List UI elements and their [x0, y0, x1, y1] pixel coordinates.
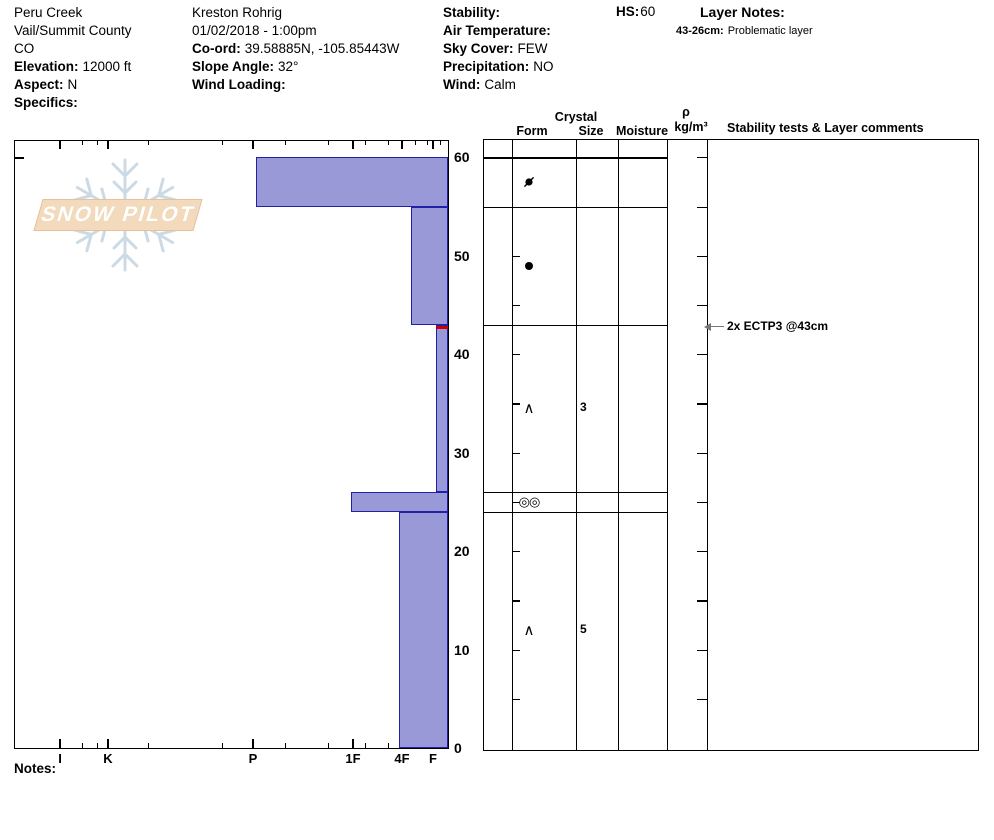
table-vline [618, 139, 619, 750]
hardness-axis-minor-tick [328, 743, 329, 748]
coord-label: Co-ord: [192, 41, 241, 56]
hardness-axis-minor-tick [148, 141, 149, 145]
depth-axis-label: 60 [454, 149, 470, 166]
stability-label: Stability: [443, 5, 501, 20]
hardness-axis-minor-tick [365, 141, 366, 145]
sky-cover-value: FEW [517, 41, 548, 56]
table-layer-line [483, 207, 667, 208]
table-depth-tick-left [512, 207, 520, 208]
wind-loading-row [192, 76, 399, 94]
hardness-axis-label: P [248, 751, 258, 766]
layer-note [676, 25, 813, 37]
stability-test-annotation: 2x ECTP3 @43cm [727, 318, 829, 333]
air-temp-label: Air Temperature: [443, 23, 551, 38]
notes-label: Notes: [14, 761, 57, 776]
table-depth-tick-left [512, 699, 520, 700]
col-header-crystal: Crystal [554, 110, 598, 124]
hardness-bar-layer-1 [256, 157, 448, 206]
col-header-moisture: Moisture [615, 124, 669, 138]
hardness-axis-tick [59, 141, 61, 149]
depth-axis-label: 30 [454, 444, 470, 461]
aspect-value: N [67, 77, 78, 92]
hardness-axis-tick [252, 141, 254, 149]
coord-value: 39.58885N, -105.85443W [244, 41, 400, 56]
faceted-crystals-icon: ∧ [523, 621, 535, 639]
table-depth-tick-right [697, 502, 707, 503]
wind-label: Wind: [443, 77, 481, 92]
table-vline [707, 139, 708, 750]
depth-axis-label: 0 [454, 740, 462, 756]
melt-form-clusters-icon: ◎◎ [518, 493, 540, 509]
hardness-axis-label: 1F [345, 751, 361, 766]
table-depth-tick-right [697, 650, 707, 651]
hardness-axis-minor-tick [415, 141, 416, 145]
grain-size-value: 3 [580, 400, 587, 415]
sky-cover-label: Sky Cover: [443, 41, 514, 56]
table-depth-tick-right [697, 305, 707, 306]
table-depth-tick-left [512, 650, 520, 651]
precip-row [443, 58, 555, 76]
depth-axis-label: 50 [454, 247, 470, 264]
rounded-grains-icon [523, 260, 535, 272]
hardness-axis-minor-tick [82, 141, 83, 145]
table-vline [978, 139, 979, 750]
table-depth-tick-left [512, 354, 520, 355]
sky-cover-row [443, 40, 555, 58]
hs-label: HS: [616, 4, 640, 19]
hardness-axis-minor-tick [148, 743, 149, 748]
table-depth-tick-right [697, 403, 707, 404]
slope-angle-row [192, 58, 399, 76]
table-depth-tick-right [697, 600, 707, 601]
layer-note-text: Problematic layer [727, 25, 813, 37]
specifics-label: Specifics: [14, 95, 78, 110]
depth-axis-label: 40 [454, 346, 470, 363]
precip-label: Precipitation: [443, 59, 530, 74]
depth-axis-label: 10 [454, 641, 470, 658]
annotation-arrow-head [704, 323, 711, 331]
aspect-row [14, 76, 132, 94]
header-conditions-block [443, 4, 555, 94]
hardness-axis-minor-tick [388, 141, 389, 145]
table-depth-tick-right [697, 699, 707, 700]
grain-form-symbol-RG [514, 257, 544, 275]
hardness-bar-layer-4 [351, 492, 448, 512]
grain-form-symbol-DF [514, 173, 544, 191]
snowpilot-logo-banner: SNOW PILOT [33, 199, 202, 231]
air-temp-row [443, 22, 555, 40]
table-vline [576, 139, 577, 750]
table-depth-tick-right [697, 354, 707, 355]
elevation-row [14, 58, 132, 76]
hardness-axis-tick [432, 141, 434, 149]
hardness-bar-layer-5 [399, 512, 448, 748]
table-depth-tick-left [512, 305, 520, 306]
table-depth-tick-left [512, 551, 520, 552]
hardness-axis-minor-tick [82, 743, 83, 748]
hardness-bar-layer-2 [411, 207, 448, 325]
stability-row [443, 4, 555, 22]
table-layer-line [483, 157, 667, 158]
hardness-axis-minor-tick [427, 141, 428, 145]
col-header-comments: Stability tests & Layer comments [727, 121, 924, 135]
annotation-arrow-line [710, 326, 724, 328]
hs-value: 60 [640, 4, 656, 19]
hardness-chart-plot [14, 140, 449, 749]
hardness-axis-label: 4F [394, 751, 410, 766]
elevation-label: Elevation: [14, 59, 79, 74]
hardness-axis-minor-tick [388, 743, 389, 748]
hardness-axis-label: F [429, 751, 437, 766]
hs-row [616, 4, 655, 19]
col-header-density-symbol: ρ [682, 105, 690, 119]
wind-loading-label: Wind Loading: [192, 77, 286, 92]
table-depth-tick-left [512, 453, 520, 454]
elevation-value: 12000 ft [82, 59, 132, 74]
layer-notes-title: Layer Notes: [700, 4, 785, 20]
table-hline [483, 139, 979, 140]
layer-note-range: 43-26cm: [676, 25, 724, 37]
header-location-block [14, 4, 132, 112]
site-state: CO [14, 41, 35, 56]
hardness-bar-layer-3 [436, 325, 448, 492]
hardness-axis-tick [252, 739, 254, 748]
col-header-density-unit: kg/m³ [674, 120, 708, 134]
site-name: Peru Creek [14, 5, 83, 20]
aspect-label: Aspect: [14, 77, 64, 92]
observer-name: Kreston Rohrig [192, 5, 283, 20]
hardness-axis-minor-tick [222, 743, 223, 748]
faceted-crystals-icon: ∧ [523, 400, 535, 418]
table-depth-tick-right [697, 453, 707, 454]
surface-tick [15, 157, 24, 159]
coord-row [192, 40, 399, 58]
specifics-row [14, 94, 132, 112]
site-region: Vail/Summit County [14, 23, 132, 38]
hardness-axis-label: K [103, 751, 113, 766]
hardness-axis-tick [59, 739, 61, 748]
table-hline [483, 750, 979, 751]
pit-datetime: 01/02/2018 - 1:00pm [192, 23, 317, 38]
table-depth-tick-right [697, 207, 707, 208]
decomposing-fragments-icon [522, 175, 536, 189]
precip-value: NO [533, 59, 554, 74]
col-header-size: Size [578, 124, 604, 138]
hardness-axis-label: I [58, 751, 62, 766]
hardness-axis-minor-tick [328, 141, 329, 145]
grain-size-value: 5 [580, 621, 587, 636]
hardness-axis-minor-tick [97, 141, 98, 145]
hardness-axis-tick [107, 739, 109, 748]
table-vline [667, 139, 668, 750]
hardness-axis-minor-tick [440, 141, 441, 145]
table-vline [512, 139, 513, 750]
slope-angle-label: Slope Angle: [192, 59, 275, 74]
col-header-form: Form [516, 124, 548, 138]
table-depth-tick-right [697, 256, 707, 257]
hardness-axis-tick [352, 141, 354, 149]
hardness-axis-tick [401, 141, 403, 149]
hardness-axis-minor-tick [285, 141, 286, 145]
hardness-axis-tick [352, 739, 354, 748]
hardness-axis-minor-tick [365, 743, 366, 748]
wind-row [443, 76, 555, 94]
table-vline [483, 139, 484, 750]
table-depth-tick-right [697, 157, 707, 158]
table-layer-line [483, 325, 667, 326]
table-depth-tick-right [697, 551, 707, 552]
table-depth-tick-left [512, 600, 520, 601]
table-layer-line [483, 492, 667, 493]
hardness-axis-minor-tick [222, 141, 223, 145]
hardness-axis-minor-tick [97, 743, 98, 748]
hardness-axis-tick [107, 141, 109, 149]
wind-value: Calm [484, 77, 516, 92]
depth-axis-label: 20 [454, 543, 470, 560]
hardness-axis-minor-tick [285, 743, 286, 748]
header-observer-block [192, 4, 399, 94]
problematic-layer-line [436, 326, 448, 329]
table-layer-line [483, 512, 667, 513]
slope-angle-value: 32° [278, 59, 299, 74]
